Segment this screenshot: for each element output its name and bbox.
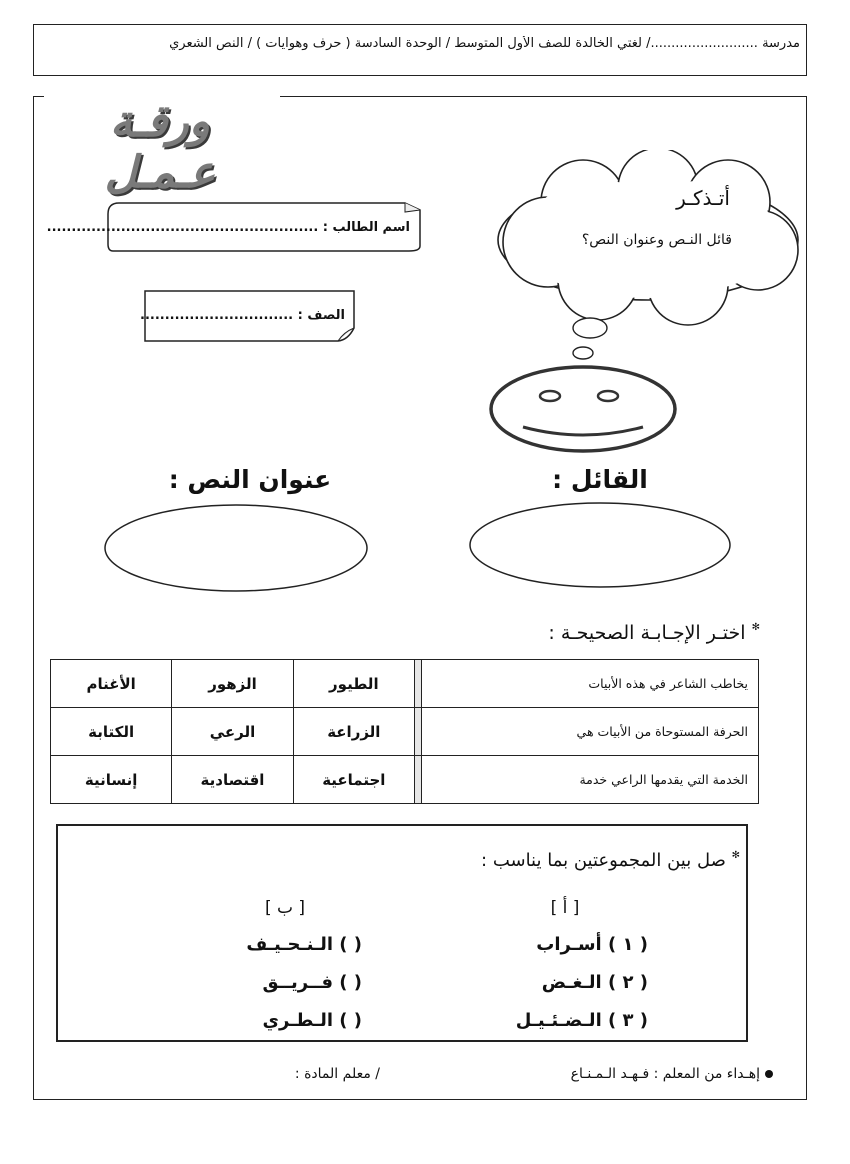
- text-title-answer-area[interactable]: [105, 505, 367, 591]
- mcq-option[interactable]: الرعي: [172, 708, 293, 756]
- matching-instruction-text: صل بين المجموعتين بما يناسب :: [481, 850, 726, 871]
- group-a-header: [ أ ]: [550, 898, 580, 918]
- thought-cloud: [488, 150, 808, 375]
- remember-title: أتـذكـر: [676, 186, 730, 210]
- table-separator: [414, 660, 421, 708]
- group-a-item: ( ١ ) أسـراب: [536, 934, 648, 955]
- remember-question: قائل النـص وعنوان النص؟: [581, 232, 732, 248]
- mcq-instruction-text: اختـر الإجـابـة الصحيحـة :: [548, 622, 746, 644]
- group-b-item[interactable]: ( ) الـنـحـيـف: [246, 934, 362, 955]
- footer-teacher: / معلم المادة :: [294, 1066, 380, 1082]
- mcq-option[interactable]: الزراعة: [293, 708, 414, 756]
- mcq-question: الخدمة التي يقدمها الراعي خدمة: [422, 756, 759, 804]
- group-b-item[interactable]: ( ) فــريــق: [262, 972, 362, 993]
- star-bullet-icon: ✻: [731, 850, 740, 861]
- mcq-option[interactable]: الأغنام: [51, 660, 172, 708]
- header-text: مدرسة ........................../ لغتي الخالدة للصف الأول المتوسط / الوحدة السادسة ( حرف وهوايات ) / النص الشعري: [169, 36, 800, 51]
- mcq-row: [51, 756, 759, 804]
- student-class-field[interactable]: الصف : ...............................: [140, 308, 345, 323]
- mcq-row: [51, 660, 759, 708]
- bullet-dot-icon: [763, 1068, 775, 1080]
- mcq-table: [50, 659, 759, 804]
- mcq-option[interactable]: الطيور: [293, 660, 414, 708]
- group-b-header: [ ب ]: [264, 898, 306, 918]
- group-b-item[interactable]: ( ) الـطـري: [262, 1010, 362, 1031]
- worksheet-title: ورقـة عـمـل: [104, 96, 216, 198]
- matching-instruction: [420, 850, 740, 871]
- table-separator: [414, 756, 421, 804]
- star-bullet-icon: ✻: [751, 622, 760, 633]
- answer-ellipses: [100, 500, 800, 596]
- table-separator: [414, 708, 421, 756]
- mcq-instruction: [300, 622, 760, 644]
- mcq-row: [51, 708, 759, 756]
- mcq-option[interactable]: إنسانية: [51, 756, 172, 804]
- mcq-option[interactable]: الكتابة: [51, 708, 172, 756]
- smiley-face: [488, 365, 678, 453]
- group-a-item: ( ٣ ) الـضـئـيـل: [515, 1010, 648, 1031]
- mcq-option[interactable]: اقتصادية: [172, 756, 293, 804]
- mcq-option[interactable]: الزهور: [172, 660, 293, 708]
- text-title-label: عنوان النص :: [168, 465, 332, 494]
- speaker-answer-area[interactable]: [470, 503, 730, 587]
- mcq-question: يخاطب الشاعر في هذه الأبيات: [422, 660, 759, 708]
- group-a-item: ( ٢ ) الـغـض: [541, 972, 648, 993]
- footer-dedication: إهـداء من المعلم : فـهـد الـمـنـاع: [570, 1066, 760, 1082]
- mcq-question: الحرفة المستوحاة من الأبيات هي: [422, 708, 759, 756]
- student-name-field[interactable]: اسم الطالب : .......................................................: [46, 220, 410, 235]
- mcq-option[interactable]: اجتماعية: [293, 756, 414, 804]
- speaker-label: القائل :: [552, 465, 648, 494]
